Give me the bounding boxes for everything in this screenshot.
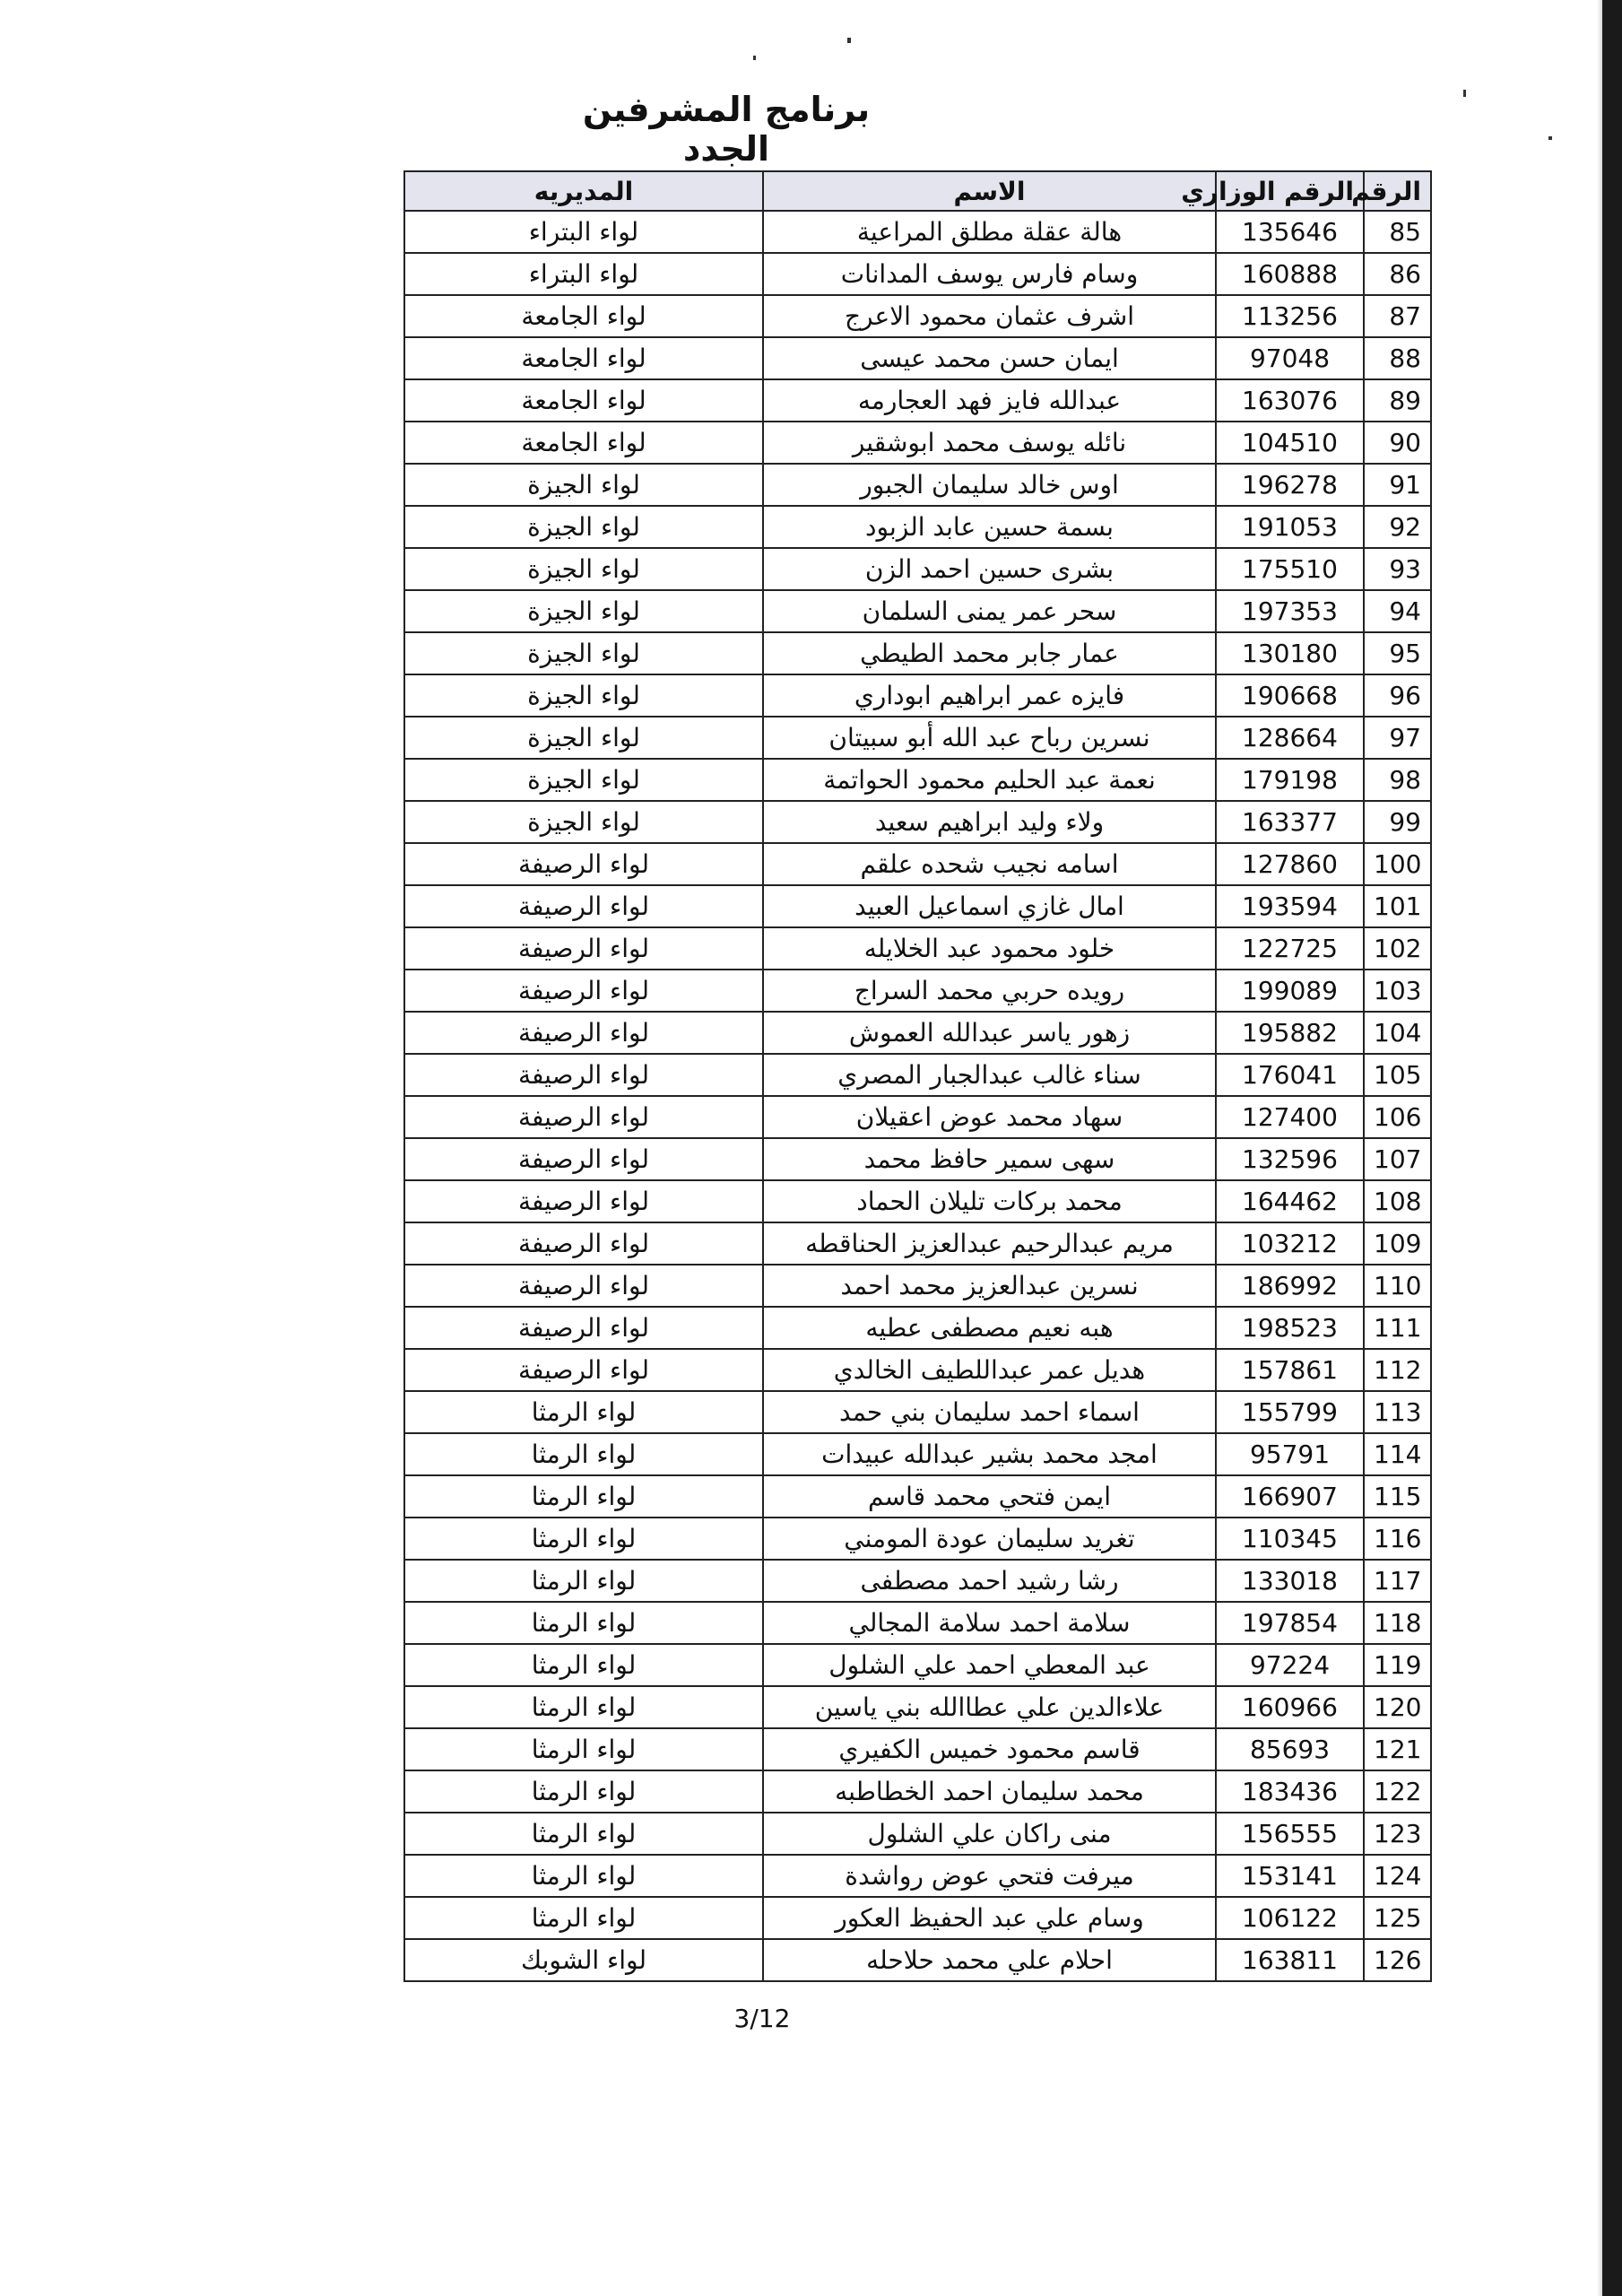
table-row bbox=[404, 295, 1431, 337]
row-name: تغريد سليمان عودة المومني bbox=[763, 1518, 1216, 1560]
row-name: سحر عمر يمنى السلمان bbox=[763, 590, 1216, 632]
table-row bbox=[404, 1560, 1431, 1602]
table-row bbox=[404, 674, 1431, 717]
row-ministry-id: 160966 bbox=[1216, 1686, 1364, 1728]
row-name: رويده حربي محمد السراج bbox=[763, 970, 1216, 1012]
row-name: اسماء احمد سليمان بني حمد bbox=[763, 1391, 1216, 1433]
row-ministry-id: 163377 bbox=[1216, 801, 1364, 843]
row-number: 104 bbox=[1364, 1012, 1431, 1054]
row-ministry-id: 156555 bbox=[1216, 1813, 1364, 1855]
scan-speck bbox=[753, 56, 756, 60]
row-number: 106 bbox=[1364, 1096, 1431, 1138]
row-directorate: لواء الجامعة bbox=[404, 379, 763, 422]
table-row bbox=[404, 1644, 1431, 1686]
header-directorate: المديريه bbox=[404, 171, 763, 211]
row-directorate: لواء الرصيفة bbox=[404, 885, 763, 927]
row-ministry-id: 198523 bbox=[1216, 1307, 1364, 1349]
row-ministry-id: 135646 bbox=[1216, 211, 1364, 253]
supervisors-table bbox=[403, 170, 1432, 1982]
row-number: 100 bbox=[1364, 843, 1431, 885]
table-row bbox=[404, 1686, 1431, 1728]
row-directorate: لواء الجيزة bbox=[404, 548, 763, 590]
row-number: 92 bbox=[1364, 506, 1431, 548]
row-directorate: لواء الرصيفة bbox=[404, 970, 763, 1012]
row-number: 110 bbox=[1364, 1265, 1431, 1307]
table-row bbox=[404, 506, 1431, 548]
row-directorate: لواء الرمثا bbox=[404, 1475, 763, 1518]
row-name: هالة عقلة مطلق المراعية bbox=[763, 211, 1216, 253]
row-ministry-id: 104510 bbox=[1216, 422, 1364, 464]
row-name: نسرين عبدالعزيز محمد احمد bbox=[763, 1265, 1216, 1307]
table-row bbox=[404, 422, 1431, 464]
row-directorate: لواء الرصيفة bbox=[404, 1307, 763, 1349]
row-number: 102 bbox=[1364, 927, 1431, 970]
row-ministry-id: 133018 bbox=[1216, 1560, 1364, 1602]
table-row bbox=[404, 590, 1431, 632]
row-number: 114 bbox=[1364, 1433, 1431, 1475]
row-directorate: لواء الرصيفة bbox=[404, 1054, 763, 1096]
row-ministry-id: 163811 bbox=[1216, 1939, 1364, 1981]
header-name: الاسم bbox=[763, 171, 1216, 211]
table-row bbox=[404, 1265, 1431, 1307]
table-row bbox=[404, 843, 1431, 885]
row-ministry-id: 179198 bbox=[1216, 759, 1364, 801]
page-number: 3/12 bbox=[733, 2004, 791, 2033]
row-directorate: لواء الرصيفة bbox=[404, 843, 763, 885]
row-name: امال غازي اسماعيل العبيد bbox=[763, 885, 1216, 927]
table-row bbox=[404, 379, 1431, 422]
row-ministry-id: 175510 bbox=[1216, 548, 1364, 590]
row-ministry-id: 97048 bbox=[1216, 337, 1364, 379]
row-name: مريم عبدالرحيم عبدالعزيز الحناقطه bbox=[763, 1222, 1216, 1265]
row-number: 113 bbox=[1364, 1391, 1431, 1433]
row-ministry-id: 106122 bbox=[1216, 1897, 1364, 1939]
row-ministry-id: 166907 bbox=[1216, 1475, 1364, 1518]
row-number: 115 bbox=[1364, 1475, 1431, 1518]
table-row bbox=[404, 1728, 1431, 1770]
row-directorate: لواء الرمثا bbox=[404, 1855, 763, 1897]
table-row bbox=[404, 717, 1431, 759]
row-ministry-id: 195882 bbox=[1216, 1012, 1364, 1054]
row-number: 87 bbox=[1364, 295, 1431, 337]
row-ministry-id: 97224 bbox=[1216, 1644, 1364, 1686]
row-ministry-id: 163076 bbox=[1216, 379, 1364, 422]
row-name: منى راكان علي الشلول bbox=[763, 1813, 1216, 1855]
row-directorate: لواء الرصيفة bbox=[404, 1265, 763, 1307]
row-directorate: لواء الجامعة bbox=[404, 295, 763, 337]
row-number: 91 bbox=[1364, 464, 1431, 506]
row-number: 123 bbox=[1364, 1813, 1431, 1855]
row-number: 109 bbox=[1364, 1222, 1431, 1265]
table-row bbox=[404, 1475, 1431, 1518]
scan-speck bbox=[1463, 90, 1466, 97]
row-ministry-id: 190668 bbox=[1216, 674, 1364, 717]
row-directorate: لواء الجيزة bbox=[404, 464, 763, 506]
row-directorate: لواء الرمثا bbox=[404, 1602, 763, 1644]
row-number: 118 bbox=[1364, 1602, 1431, 1644]
row-name: محمد سليمان احمد الخطاطبه bbox=[763, 1770, 1216, 1813]
row-number: 85 bbox=[1364, 211, 1431, 253]
row-number: 120 bbox=[1364, 1686, 1431, 1728]
table-row bbox=[404, 548, 1431, 590]
row-number: 107 bbox=[1364, 1138, 1431, 1180]
row-name: عبد المعطي احمد علي الشلول bbox=[763, 1644, 1216, 1686]
row-directorate: لواء الجيزة bbox=[404, 506, 763, 548]
row-directorate: لواء الرمثا bbox=[404, 1391, 763, 1433]
row-number: 119 bbox=[1364, 1644, 1431, 1686]
row-name: عبدالله فايز فهد العجارمه bbox=[763, 379, 1216, 422]
table-row bbox=[404, 211, 1431, 253]
scan-speck bbox=[847, 38, 851, 43]
table-row bbox=[404, 1096, 1431, 1138]
row-number: 99 bbox=[1364, 801, 1431, 843]
scan-speck bbox=[1548, 136, 1552, 140]
row-number: 86 bbox=[1364, 253, 1431, 295]
table-row bbox=[404, 1939, 1431, 1981]
row-ministry-id: 130180 bbox=[1216, 632, 1364, 674]
row-ministry-id: 103212 bbox=[1216, 1222, 1364, 1265]
table-row bbox=[404, 1054, 1431, 1096]
row-directorate: لواء الرصيفة bbox=[404, 927, 763, 970]
row-directorate: لواء الرصيفة bbox=[404, 1096, 763, 1138]
row-directorate: لواء الجيزة bbox=[404, 590, 763, 632]
row-ministry-id: 85693 bbox=[1216, 1728, 1364, 1770]
row-name: احلام علي محمد حلاحله bbox=[763, 1939, 1216, 1981]
row-name: سناء غالب عبدالجبار المصري bbox=[763, 1054, 1216, 1096]
table-row bbox=[404, 970, 1431, 1012]
row-number: 126 bbox=[1364, 1939, 1431, 1981]
row-directorate: لواء الرمثا bbox=[404, 1686, 763, 1728]
row-number: 121 bbox=[1364, 1728, 1431, 1770]
row-name: سلامة احمد سلامة المجالي bbox=[763, 1602, 1216, 1644]
row-number: 124 bbox=[1364, 1855, 1431, 1897]
row-ministry-id: 132596 bbox=[1216, 1138, 1364, 1180]
row-directorate: لواء الجيزة bbox=[404, 632, 763, 674]
row-directorate: لواء الرصيفة bbox=[404, 1180, 763, 1222]
row-name: محمد بركات تليلان الحماد bbox=[763, 1180, 1216, 1222]
row-name: ايمن فتحي محمد قاسم bbox=[763, 1475, 1216, 1518]
row-directorate: لواء الرمثا bbox=[404, 1728, 763, 1770]
table-row bbox=[404, 801, 1431, 843]
row-directorate: لواء الجيزة bbox=[404, 801, 763, 843]
row-name: سهاد محمد عوض اعقيلان bbox=[763, 1096, 1216, 1138]
table-row bbox=[404, 1138, 1431, 1180]
row-directorate: لواء الرمثا bbox=[404, 1560, 763, 1602]
row-number: 111 bbox=[1364, 1307, 1431, 1349]
row-directorate: لواء الرمثا bbox=[404, 1518, 763, 1560]
table-header-row bbox=[404, 171, 1431, 211]
row-number: 108 bbox=[1364, 1180, 1431, 1222]
row-number: 97 bbox=[1364, 717, 1431, 759]
table-row bbox=[404, 927, 1431, 970]
table-row bbox=[404, 1518, 1431, 1560]
row-directorate: لواء الرمثا bbox=[404, 1644, 763, 1686]
row-name: خلود محمود عبد الخلايله bbox=[763, 927, 1216, 970]
row-number: 116 bbox=[1364, 1518, 1431, 1560]
row-number: 89 bbox=[1364, 379, 1431, 422]
row-ministry-id: 113256 bbox=[1216, 295, 1364, 337]
page-title: برنامج المشرفين الجدد bbox=[582, 90, 871, 169]
row-directorate: لواء البتراء bbox=[404, 211, 763, 253]
row-ministry-id: 183436 bbox=[1216, 1770, 1364, 1813]
table-row bbox=[404, 1855, 1431, 1897]
row-number: 90 bbox=[1364, 422, 1431, 464]
row-directorate: لواء الشوبك bbox=[404, 1939, 763, 1981]
row-number: 112 bbox=[1364, 1349, 1431, 1391]
row-name: نائله يوسف محمد ابوشقير bbox=[763, 422, 1216, 464]
table-row bbox=[404, 632, 1431, 674]
row-number: 101 bbox=[1364, 885, 1431, 927]
row-number: 96 bbox=[1364, 674, 1431, 717]
table-row bbox=[404, 1391, 1431, 1433]
row-number: 93 bbox=[1364, 548, 1431, 590]
row-number: 95 bbox=[1364, 632, 1431, 674]
row-name: زهور ياسر عبدالله العموش bbox=[763, 1012, 1216, 1054]
row-name: وسام فارس يوسف المدانات bbox=[763, 253, 1216, 295]
table-row bbox=[404, 1012, 1431, 1054]
row-ministry-id: 193594 bbox=[1216, 885, 1364, 927]
row-name: هبه نعيم مصطفى عطيه bbox=[763, 1307, 1216, 1349]
row-ministry-id: 199089 bbox=[1216, 970, 1364, 1012]
row-directorate: لواء الرمثا bbox=[404, 1813, 763, 1855]
table-row bbox=[404, 1307, 1431, 1349]
row-directorate: لواء الجيزة bbox=[404, 759, 763, 801]
row-directorate: لواء الرمثا bbox=[404, 1433, 763, 1475]
table-row bbox=[404, 1770, 1431, 1813]
row-name: اسامه نجيب شحده علقم bbox=[763, 843, 1216, 885]
row-ministry-id: 157861 bbox=[1216, 1349, 1364, 1391]
row-ministry-id: 110345 bbox=[1216, 1518, 1364, 1560]
row-name: نعمة عبد الحليم محمود الحواتمة bbox=[763, 759, 1216, 801]
table-body bbox=[404, 211, 1431, 1981]
table-row bbox=[404, 1602, 1431, 1644]
table-row bbox=[404, 885, 1431, 927]
row-ministry-id: 176041 bbox=[1216, 1054, 1364, 1096]
row-number: 105 bbox=[1364, 1054, 1431, 1096]
row-directorate: لواء الجيزة bbox=[404, 717, 763, 759]
row-ministry-id: 127400 bbox=[1216, 1096, 1364, 1138]
row-ministry-id: 155799 bbox=[1216, 1391, 1364, 1433]
row-number: 98 bbox=[1364, 759, 1431, 801]
row-directorate: لواء الرصيفة bbox=[404, 1222, 763, 1265]
row-number: 122 bbox=[1364, 1770, 1431, 1813]
row-ministry-id: 127860 bbox=[1216, 843, 1364, 885]
header-ministry-id: الرقم الوزاري bbox=[1216, 171, 1364, 211]
row-ministry-id: 160888 bbox=[1216, 253, 1364, 295]
row-number: 103 bbox=[1364, 970, 1431, 1012]
row-directorate: لواء الرصيفة bbox=[404, 1012, 763, 1054]
table-row bbox=[404, 464, 1431, 506]
table-row bbox=[404, 1349, 1431, 1391]
row-directorate: لواء الرمثا bbox=[404, 1770, 763, 1813]
row-directorate: لواء الجامعة bbox=[404, 422, 763, 464]
row-directorate: لواء الجيزة bbox=[404, 674, 763, 717]
row-name: بسمة حسين عابد الزبود bbox=[763, 506, 1216, 548]
row-ministry-id: 128664 bbox=[1216, 717, 1364, 759]
row-name: ميرفت فتحي عوض رواشدة bbox=[763, 1855, 1216, 1897]
row-name: اوس خالد سليمان الجبور bbox=[763, 464, 1216, 506]
row-name: اشرف عثمان محمود الاعرج bbox=[763, 295, 1216, 337]
row-ministry-id: 191053 bbox=[1216, 506, 1364, 548]
row-ministry-id: 122725 bbox=[1216, 927, 1364, 970]
row-directorate: لواء البتراء bbox=[404, 253, 763, 295]
row-name: نسرين رباح عبد الله أبو سبيتان bbox=[763, 717, 1216, 759]
row-name: امجد محمد بشير عبدالله عبيدات bbox=[763, 1433, 1216, 1475]
row-ministry-id: 95791 bbox=[1216, 1433, 1364, 1475]
table-row bbox=[404, 1897, 1431, 1939]
row-name: عمار جابر محمد الطيطي bbox=[763, 632, 1216, 674]
scan-edge bbox=[1602, 0, 1622, 2296]
table-row bbox=[404, 1433, 1431, 1475]
row-name: هديل عمر عبداللطيف الخالدي bbox=[763, 1349, 1216, 1391]
row-name: ايمان حسن محمد عيسى bbox=[763, 337, 1216, 379]
row-name: قاسم محمود خميس الكفيري bbox=[763, 1728, 1216, 1770]
table-row bbox=[404, 253, 1431, 295]
row-name: فايزه عمر ابراهيم ابوداري bbox=[763, 674, 1216, 717]
row-number: 125 bbox=[1364, 1897, 1431, 1939]
row-name: سهى سمير حافظ محمد bbox=[763, 1138, 1216, 1180]
table-row bbox=[404, 1222, 1431, 1265]
row-number: 117 bbox=[1364, 1560, 1431, 1602]
table-row bbox=[404, 337, 1431, 379]
row-directorate: لواء الجامعة bbox=[404, 337, 763, 379]
row-name: ولاء وليد ابراهيم سعيد bbox=[763, 801, 1216, 843]
row-ministry-id: 164462 bbox=[1216, 1180, 1364, 1222]
row-name: بشرى حسين احمد الزن bbox=[763, 548, 1216, 590]
table-row bbox=[404, 759, 1431, 801]
row-ministry-id: 196278 bbox=[1216, 464, 1364, 506]
row-ministry-id: 197854 bbox=[1216, 1602, 1364, 1644]
row-ministry-id: 153141 bbox=[1216, 1855, 1364, 1897]
row-directorate: لواء الرمثا bbox=[404, 1897, 763, 1939]
row-ministry-id: 186992 bbox=[1216, 1265, 1364, 1307]
row-number: 94 bbox=[1364, 590, 1431, 632]
row-name: رشا رشيد احمد مصطفى bbox=[763, 1560, 1216, 1602]
row-number: 88 bbox=[1364, 337, 1431, 379]
row-directorate: لواء الرصيفة bbox=[404, 1349, 763, 1391]
row-name: علاءالدين علي عطاالله بني ياسين bbox=[763, 1686, 1216, 1728]
table-row bbox=[404, 1813, 1431, 1855]
row-ministry-id: 197353 bbox=[1216, 590, 1364, 632]
row-directorate: لواء الرصيفة bbox=[404, 1138, 763, 1180]
table-row bbox=[404, 1180, 1431, 1222]
row-name: وسام علي عبد الحفيظ العكور bbox=[763, 1897, 1216, 1939]
header-number: الرقم bbox=[1364, 171, 1431, 211]
